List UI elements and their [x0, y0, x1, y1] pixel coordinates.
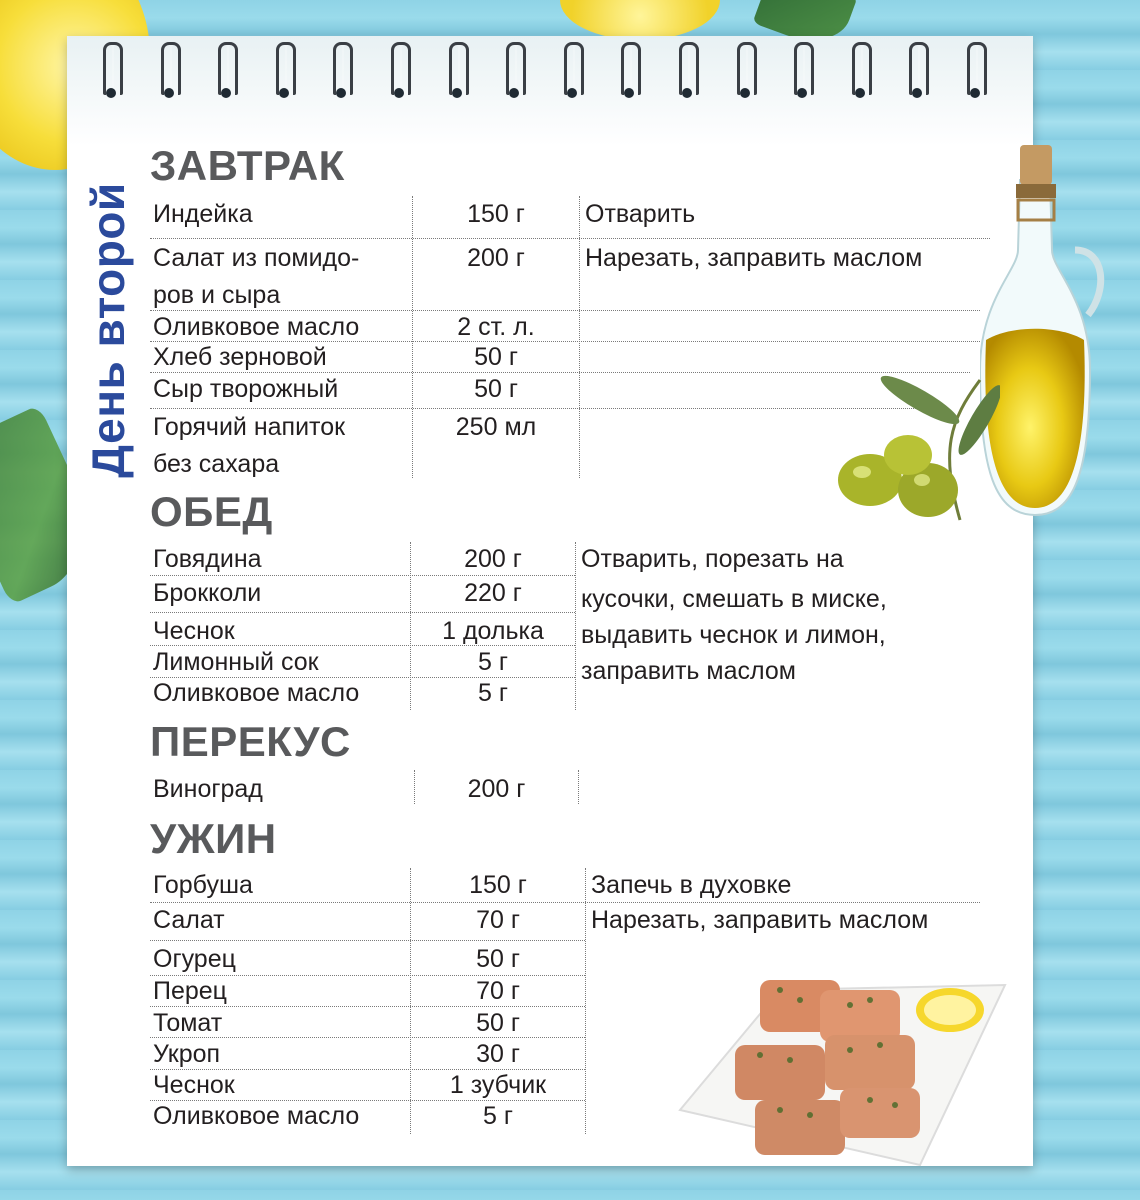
food-amount: 70 г	[476, 977, 520, 1005]
food-amount: 5 г	[478, 679, 508, 707]
food-amount: 50 г	[474, 375, 518, 403]
food-item: Лимонный сок	[153, 648, 319, 676]
food-amount: 30 г	[476, 1040, 520, 1068]
section-title-lunch: ОБЕД	[150, 488, 273, 535]
food-amount: 1 зубчик	[449, 1071, 547, 1099]
food-item: Брокколи	[153, 579, 262, 607]
spiral-ring	[794, 42, 810, 104]
food-item: Индейка	[153, 200, 253, 228]
spiral-ring	[909, 42, 925, 104]
food-item: Оливковое масло	[153, 313, 360, 341]
food-amount: 200 г	[467, 775, 526, 803]
food-item: Салат	[153, 906, 225, 934]
food-item: Оливковое масло	[153, 679, 360, 707]
food-amount: 70 г	[476, 906, 520, 934]
baked-salmon-dish-image	[660, 960, 1010, 1175]
food-item: Оливковое масло	[153, 1102, 360, 1130]
food-item: Хлеб зерновой	[153, 343, 327, 371]
prep-note: Отварить, порезать на	[581, 545, 844, 573]
food-item: Укроп	[153, 1040, 221, 1068]
spiral-ring	[679, 42, 695, 104]
prep-note: заправить маслом	[581, 657, 796, 685]
spiral-ring	[449, 42, 465, 104]
spiral-ring	[103, 42, 119, 104]
prep-note: Нарезать, заправить маслом	[585, 244, 923, 272]
spiral-ring	[737, 42, 753, 104]
food-item: Томат	[153, 1009, 223, 1037]
food-item: Салат из помидо-	[153, 244, 360, 272]
spiral-ring	[564, 42, 580, 104]
prep-note: Отварить	[585, 200, 696, 228]
olives-image	[830, 360, 1000, 530]
food-amount: 50 г	[476, 945, 520, 973]
food-amount: 50 г	[476, 1009, 520, 1037]
lemon-slice-decoration	[560, 0, 720, 40]
food-amount: 250 мл	[455, 413, 537, 441]
food-amount: 1 долька	[442, 617, 544, 645]
food-amount: 50 г	[474, 343, 518, 371]
food-amount: 200 г	[464, 545, 522, 573]
spiral-ring	[621, 42, 637, 104]
food-item: Чеснок	[153, 1071, 235, 1099]
food-amount: 5 г	[478, 648, 508, 676]
food-item: без сахара	[153, 450, 280, 478]
section-title-breakfast: ЗАВТРАК	[150, 142, 345, 189]
prep-note: Нарезать, заправить маслом	[591, 906, 929, 934]
food-amount: 200 г	[467, 244, 525, 272]
spiral-ring	[967, 42, 983, 104]
food-item: Чеснок	[153, 617, 235, 645]
food-item: Перец	[153, 977, 227, 1005]
spiral-ring	[218, 42, 234, 104]
prep-note: выдавить чеснок и лимон,	[581, 621, 886, 649]
food-item: Виноград	[153, 775, 263, 803]
spiral-ring	[391, 42, 407, 104]
food-amount: 150 г	[469, 871, 527, 899]
spiral-ring	[852, 42, 868, 104]
prep-note: Запечь в духовке	[591, 871, 792, 899]
food-item: Говядина	[153, 545, 262, 573]
section-title-snack: ПЕРЕКУС	[150, 718, 351, 765]
spiral-ring	[161, 42, 177, 104]
food-amount: 5 г	[483, 1102, 513, 1130]
spiral-ring	[276, 42, 292, 104]
food-amount: 2 ст. л.	[457, 313, 535, 341]
food-item: Горячий напиток	[153, 413, 346, 441]
prep-note: кусочки, смешать в миске,	[581, 585, 887, 613]
food-amount: 150 г	[467, 200, 525, 228]
food-item: ров и сыра	[153, 281, 281, 309]
section-title-dinner: УЖИН	[150, 815, 277, 862]
food-amount: 220 г	[464, 579, 522, 607]
food-item: Горбуша	[153, 871, 253, 899]
food-item: Огурец	[153, 945, 236, 973]
day-title: День второй	[82, 182, 134, 478]
spiral-ring	[506, 42, 522, 104]
food-item: Сыр творожный	[153, 375, 339, 403]
spiral-ring	[333, 42, 349, 104]
